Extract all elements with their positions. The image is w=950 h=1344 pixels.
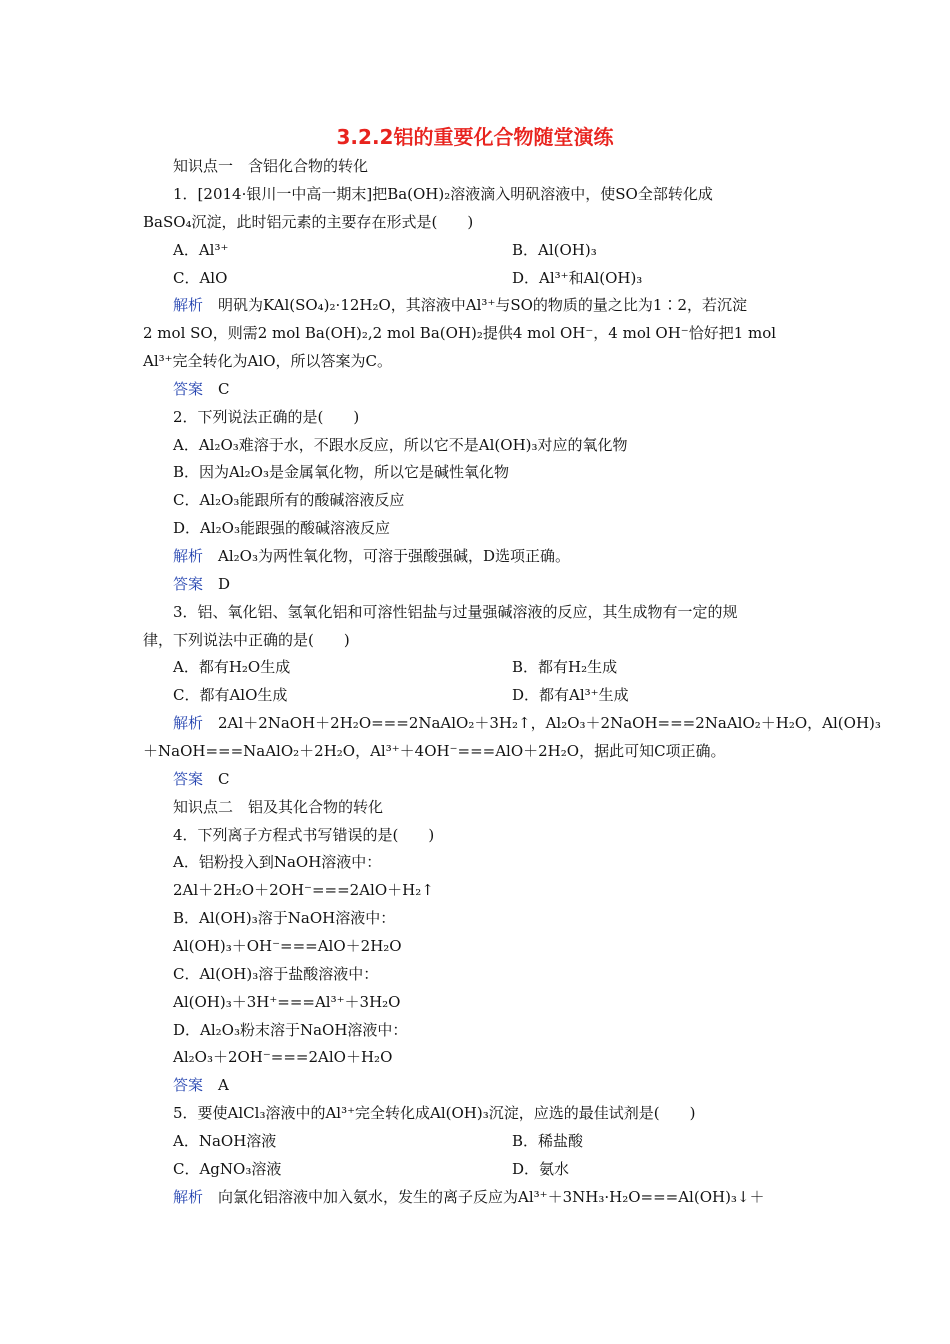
analysis-label: 解析 (173, 1188, 204, 1206)
line-text: C．都有AlO生成 (173, 686, 288, 704)
line-text: C．Al(OH)₃溶于盐酸溶液中： (173, 965, 379, 983)
text-line (143, 630, 350, 650)
line-text: C (203, 380, 230, 398)
line-text: Al₂O₃＋2OH⁻===2AlO＋H₂O (173, 1048, 393, 1066)
line-text: B．Al(OH)₃ (512, 241, 597, 259)
line-text: 向氯化铝溶液中加入氨水，发生的离子反应为Al³⁺＋3NH₃·H₂O===Al(OH)₃↓＋ (203, 1188, 765, 1206)
text-line (173, 1131, 276, 1151)
text-line (173, 184, 713, 204)
line-text: D．Al₂O₃能跟强的酸碱溶液反应 (173, 519, 390, 537)
line-text: C (203, 770, 230, 788)
line-text: Al(OH)₃＋OH⁻===AlO＋2H₂O (173, 937, 402, 955)
line-text: 2 mol SO，则需2 mol Ba(OH)₂,2 mol Ba(OH)₂提供4 mol OH⁻，4 mol OH⁻恰好把1 mol (143, 324, 777, 342)
text-line (143, 323, 776, 343)
answer-label: 答案 (173, 380, 204, 398)
text-line (173, 964, 378, 984)
text-line (173, 1103, 695, 1123)
answer-label: 答案 (173, 575, 204, 593)
text-line (173, 435, 628, 455)
text-line (512, 1159, 569, 1179)
text-line (173, 769, 230, 789)
text-line (173, 490, 404, 510)
text-line (173, 1159, 281, 1179)
text-line (512, 685, 629, 705)
text-line (173, 992, 400, 1012)
line-text: 5．要使AlCl₃溶液中的Al³⁺完全转化成Al(OH)₃沉淀，应选的最佳试剂是( ) (173, 1104, 696, 1122)
text-line (512, 1131, 583, 1151)
text-line (173, 268, 227, 288)
line-text: A．都有H₂O生成 (173, 658, 291, 676)
line-text: B．都有H₂生成 (512, 658, 618, 676)
text-line (173, 1187, 765, 1207)
text-line (173, 1075, 229, 1095)
line-text: D．氨水 (512, 1160, 570, 1178)
text-line (173, 462, 509, 482)
line-text: 律，下列说法中正确的是( ) (143, 631, 350, 649)
text-line (173, 295, 747, 315)
text-line (173, 797, 383, 817)
line-text: D．Al₂O₃粉末溶于NaOH溶液中： (173, 1021, 408, 1039)
line-text: 2Al＋2NaOH＋2H₂O===2NaAlO₂＋3H₂↑，Al₂O₃＋2NaOH===2NaAlO₂＋H₂O，Al(OH)₃ (203, 714, 881, 732)
line-text: A．NaOH溶液 (173, 1132, 277, 1150)
text-line (173, 1047, 392, 1067)
text-line (143, 212, 473, 232)
line-text: A (203, 1076, 229, 1094)
text-line (173, 713, 881, 733)
text-line (173, 240, 228, 260)
line-text: 明矾为KAl(SO₄)₂·12H₂O，其溶液中Al³⁺与SO的物质的量之比为1∶2，若沉淀 (203, 296, 748, 314)
line-text: Al₂O₃为两性氧化物，可溶于强酸强碱，D选项正确。 (203, 547, 570, 565)
line-text: Al(OH)₃＋3H⁺===Al³⁺＋3H₂O (173, 993, 401, 1011)
text-line (512, 240, 597, 260)
text-line (173, 852, 381, 872)
line-text: 2Al＋2H₂O＋2OH⁻===2AlO＋H₂↑ (173, 881, 434, 899)
line-text: C．AlO (173, 269, 228, 287)
line-text: D (203, 575, 231, 593)
analysis-label: 解析 (173, 296, 204, 314)
line-text: ＋NaOH===NaAlO₂＋2H₂O，Al³⁺＋4OH⁻===AlO＋2H₂O，据此可知C项正确。 (143, 742, 726, 760)
line-text: 2．下列说法正确的是( ) (173, 408, 360, 426)
text-line (173, 407, 359, 427)
text-line (173, 156, 368, 176)
line-text: Al³⁺完全转化为AlO，所以答案为C。 (143, 352, 392, 370)
page-title: 3.2.2铝的重要化合物随堂演练 (336, 125, 614, 149)
text-line (512, 657, 617, 677)
text-line (173, 825, 434, 845)
analysis-label: 解析 (173, 547, 204, 565)
line-text: D．都有Al³⁺生成 (512, 686, 629, 704)
text-line (173, 379, 230, 399)
analysis-label: 解析 (173, 714, 204, 732)
text-line (173, 936, 402, 956)
line-text: A．Al₂O₃难溶于水，不跟水反应，所以它不是Al(OH)₃对应的氧化物 (173, 436, 628, 454)
line-text: 知识点二 铝及其化合物的转化 (173, 798, 384, 816)
text-line (173, 518, 390, 538)
text-line (173, 685, 287, 705)
answer-label: 答案 (173, 1076, 204, 1094)
answer-label: 答案 (173, 770, 204, 788)
line-text: A．Al³⁺ (173, 241, 229, 259)
line-text: 知识点一 含铝化合物的转化 (173, 157, 369, 175)
text-line (173, 657, 290, 677)
text-line (512, 268, 642, 288)
line-text: B．因为Al₂O₃是金属氧化物，所以它是碱性氧化物 (173, 463, 509, 481)
line-text: 1．[2014·银川一中高一期末]把Ba(OH)₂溶液滴入明矾溶液中，使SO全部转化成 (173, 185, 713, 203)
text-line (173, 546, 570, 566)
line-text: B．稀盐酸 (512, 1132, 584, 1150)
text-line (173, 602, 738, 622)
line-text: B．Al(OH)₃溶于NaOH溶液中： (173, 909, 396, 927)
line-text: A．铝粉投入到NaOH溶液中： (173, 853, 382, 871)
line-text: C．Al₂O₃能跟所有的酸碱溶液反应 (173, 491, 405, 509)
line-text: 3．铝、氧化铝、氢氧化铝和可溶性铝盐与过量强碱溶液的反应，其生成物有一定的规 (173, 603, 738, 621)
line-text: C．AgNO₃溶液 (173, 1160, 282, 1178)
text-line (173, 908, 395, 928)
line-text: 4．下列离子方程式书写错误的是( ) (173, 826, 435, 844)
text-line (173, 1020, 407, 1040)
line-text: D．Al³⁺和Al(OH)₃ (512, 269, 643, 287)
text-line (143, 351, 392, 371)
line-text: BaSO₄沉淀，此时铝元素的主要存在形式是( ) (143, 213, 474, 231)
text-line (173, 574, 230, 594)
text-line (173, 880, 434, 900)
text-line (143, 741, 726, 761)
